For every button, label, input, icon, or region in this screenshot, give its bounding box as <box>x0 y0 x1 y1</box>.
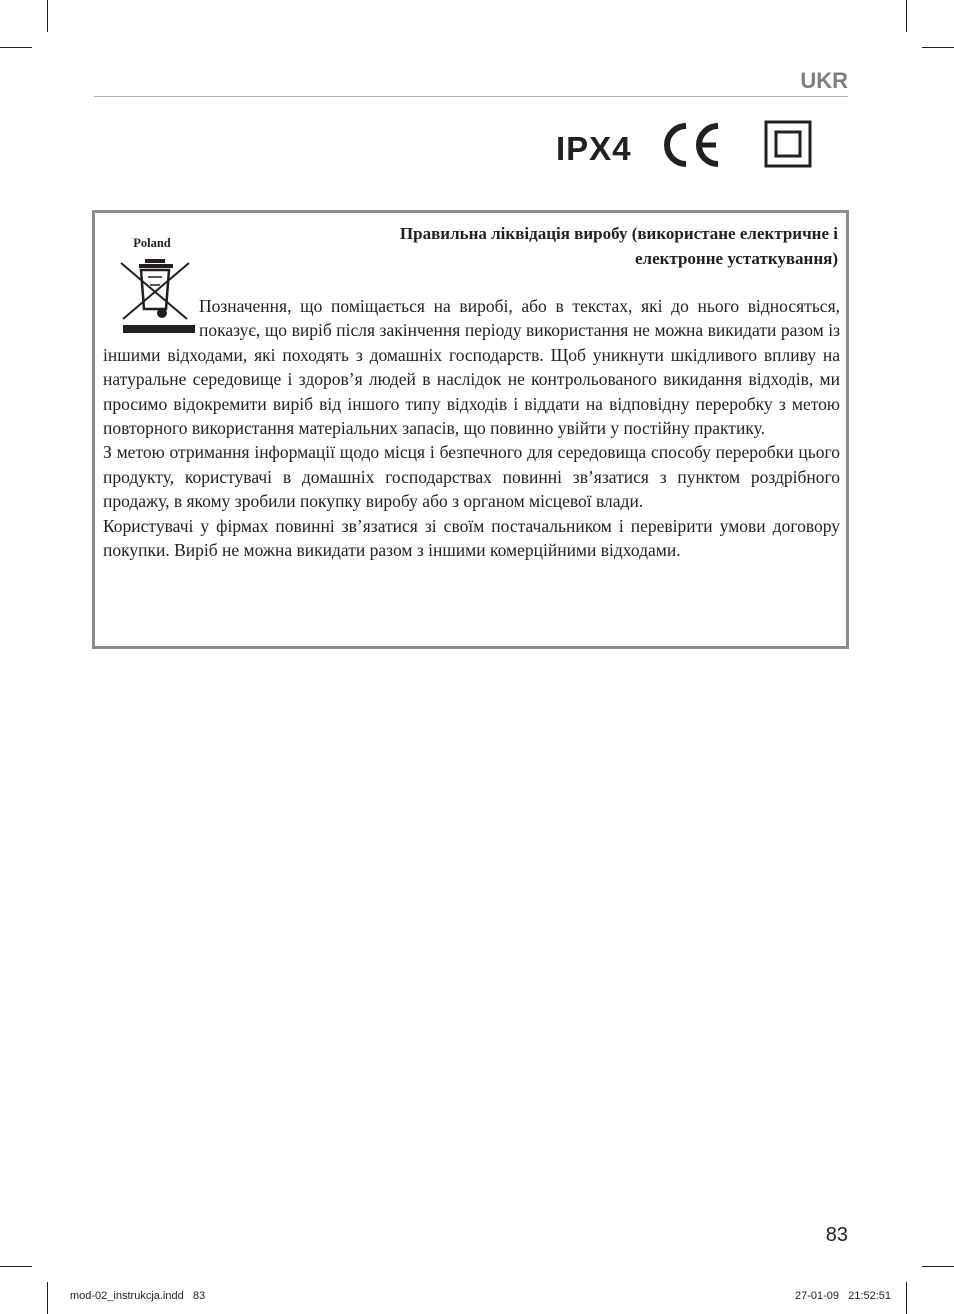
crop-mark <box>0 1266 32 1267</box>
crop-mark <box>922 1266 954 1267</box>
crop-mark <box>906 1282 907 1314</box>
notice-paragraph: Позначення, що поміщається на виробі, або в текстах, які до нього відносяться, показує, що виріб після закінчення періоду використання не можна викидати разом із іншими відходами, які походять з домашніх господарств. Щоб уникнути шкідливого впливу на натуральне середовище і здоров’я людей в наслідок не контрольованого викидання відходів, ми просимо відокремити виріб від іншого типу відходів і віддати на відповідну переробку з метою повторного використання матеріальних запасів, що повинно увійти у постійну практику. <box>103 296 840 439</box>
footer-filename: mod-02_instrukcja.indd 83 <box>70 1290 206 1302</box>
crop-mark <box>0 47 32 48</box>
weee-block <box>112 236 186 251</box>
footer-timestamp: 27-01-09 21:52:51 <box>794 1290 891 1302</box>
ce-mark-icon <box>660 122 722 168</box>
country-label: Poland <box>133 236 171 250</box>
crop-mark <box>47 1282 48 1314</box>
crop-mark <box>906 0 907 32</box>
double-square-class-ii-icon <box>764 120 812 168</box>
language-label: UKR <box>800 68 848 93</box>
header-rule <box>94 96 848 97</box>
crop-mark <box>922 47 954 48</box>
crop-mark <box>47 0 48 32</box>
ipx-rating: IPX4 <box>556 130 632 167</box>
notice-paragraph: З метою отримання інформації щодо місця і безпечного для середовища способу переробки цього продукту, користувачі в домашніх господарствах повинні зв’язатися з пунктом роздрібного продажу, в якому зробили покупку виробу або з органом місцевої влади. <box>103 442 840 512</box>
notice-body <box>103 294 840 562</box>
disposal-notice-box <box>92 210 849 649</box>
notice-paragraph: Користувачі у фірмах повинні зв’язатися зі своїм постачальником і перевірити умови договору покупки. Виріб не можна викидати разом з іншими комерційними відходами. <box>103 515 840 561</box>
notice-heading: Правильна ліквідація виробу (використане електричне і електронне устаткування) <box>399 224 838 268</box>
page-number: 83 <box>825 1224 848 1246</box>
